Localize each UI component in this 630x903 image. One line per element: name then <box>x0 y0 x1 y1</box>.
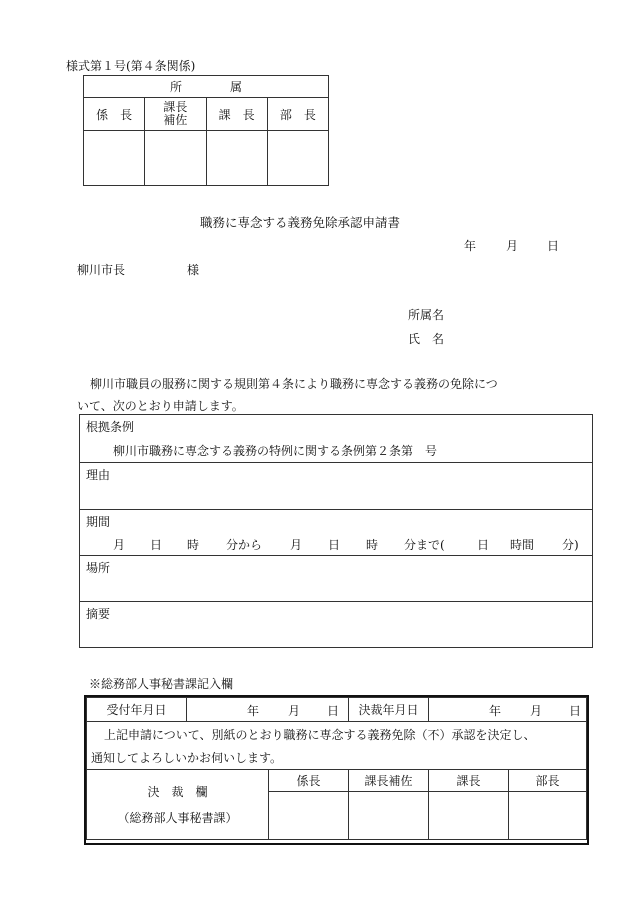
stamp-cell-kakaricho[interactable] <box>84 131 145 186</box>
approval-stamp-table <box>83 75 329 186</box>
received-year: 年 <box>247 704 260 718</box>
basis-label: 根拠条例 <box>86 420 135 434</box>
addressee-honorific: 様 <box>187 263 200 277</box>
place-section[interactable] <box>79 555 593 602</box>
decision-label: 決 裁 欄 <box>147 784 208 799</box>
approver-stamp-bucho[interactable] <box>509 792 587 840</box>
decided-month: 月 <box>530 704 543 718</box>
office-use-table <box>84 695 589 845</box>
period-hour: 時 <box>187 538 200 552</box>
period-days: 日 <box>477 538 490 552</box>
approver-stamp-kakaricho[interactable] <box>269 792 349 840</box>
decision-label-cell <box>87 770 269 840</box>
period-hour2: 時 <box>366 538 379 552</box>
decided-date-label: 決裁年月日 <box>349 698 429 722</box>
approver-stamp-kacho-hosa[interactable] <box>349 792 429 840</box>
period-day2: 日 <box>328 538 341 552</box>
body-text-line1: 柳川市職員の服務に関する規則第４条により職務に専念する義務の免除につ <box>90 377 498 391</box>
approver-header-kacho: 課長 <box>429 770 509 792</box>
date-year-label: 年 <box>464 239 477 253</box>
form-number: 様式第１号(第４条関係) <box>66 59 196 73</box>
approver-header-kakaricho: 係長 <box>269 770 349 792</box>
date-month-label: 月 <box>506 239 519 253</box>
stamp-cell-kacho[interactable] <box>206 131 267 186</box>
period-month2: 月 <box>290 538 303 552</box>
received-date-label: 受付年月日 <box>87 698 187 722</box>
stamp-cell-bucho[interactable] <box>267 131 328 186</box>
received-month: 月 <box>288 704 301 718</box>
approval-message <box>87 722 587 770</box>
body-text-line2: いて、次のとおり申請します。 <box>77 399 244 413</box>
name-label: 氏 名 <box>408 332 445 346</box>
stamp-cell-kacho-hosa[interactable] <box>145 131 206 186</box>
decided-day: 日 <box>569 704 582 718</box>
period-label: 期間 <box>86 515 111 529</box>
period-hours: 時間 <box>510 538 535 552</box>
column-header-kacho: 課 長 <box>206 98 267 131</box>
column-header-kacho-hosa-text: 課長補佐 <box>163 100 188 127</box>
reason-label: 理由 <box>86 468 111 482</box>
period-month: 月 <box>113 538 126 552</box>
basis-section <box>79 414 593 463</box>
reason-section[interactable] <box>79 462 593 510</box>
decided-date-field[interactable] <box>429 698 587 722</box>
received-date-field[interactable] <box>187 698 349 722</box>
column-header-kakaricho: 係 長 <box>84 98 145 131</box>
column-header-kacho-hosa <box>145 98 206 131</box>
period-from: 分から <box>226 538 263 552</box>
office-use-note: ※総務部人事秘書課記入欄 <box>89 677 234 691</box>
summary-section[interactable] <box>79 601 593 648</box>
period-day: 日 <box>150 538 163 552</box>
column-header-bucho: 部 長 <box>267 98 328 131</box>
document-title: 職務に専念する義務免除承認申請書 <box>200 215 401 230</box>
approval-message-line1: 上記申請について、別紙のとおり職務に専念する義務免除（不）承認を決定し、 <box>104 728 536 742</box>
basis-text: 柳川市職務に専念する義務の特例に関する条例第２条第 号 <box>113 444 438 458</box>
department-label: 所属名 <box>408 308 445 322</box>
decided-year: 年 <box>489 704 502 718</box>
approver-stamp-kacho[interactable] <box>429 792 509 840</box>
date-day-label: 日 <box>547 239 560 253</box>
decision-sub-label: （総務部人事秘書課） <box>117 810 238 825</box>
approval-message-line2: 通知してよろしいかお伺いします。 <box>91 751 283 765</box>
approver-header-bucho: 部長 <box>509 770 587 792</box>
period-section[interactable] <box>79 509 593 556</box>
period-minutes: 分) <box>562 538 579 552</box>
affiliation-header: 所 属 <box>84 76 329 98</box>
place-label: 場所 <box>86 561 111 575</box>
addressee-name: 柳川市長 <box>77 263 126 277</box>
summary-label: 摘要 <box>86 607 111 621</box>
period-to: 分まで( <box>404 538 445 552</box>
approver-header-kacho-hosa: 課長補佐 <box>349 770 429 792</box>
received-day: 日 <box>327 704 340 718</box>
